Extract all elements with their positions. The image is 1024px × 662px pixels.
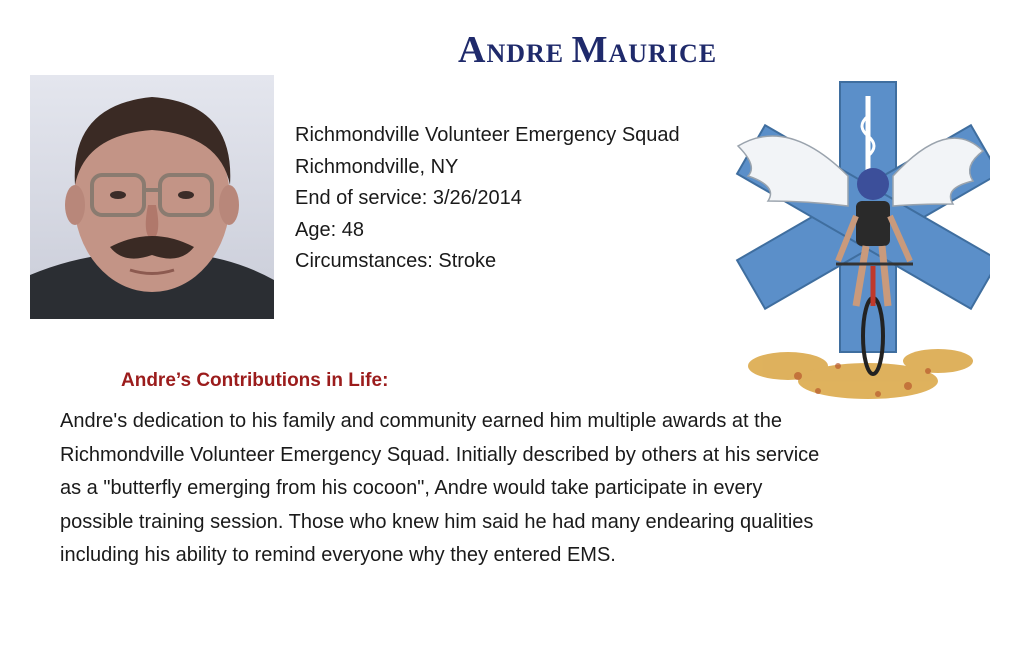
paragraph-line: possible training session. Those who knew him said he had many endearing qualities: [60, 510, 814, 533]
paragraph-line: Richmondville Volunteer Emergency Squad. Initially described by others at his service: [60, 443, 820, 466]
star-of-life-emblem: [728, 76, 990, 410]
paragraph-line: Andre's dedication to his family and community earned him multiple awards at the: [60, 410, 782, 432]
paragraph-line: as a "butterfly emerging from his cocoon", Andre would take participate in every: [60, 477, 763, 499]
age: Age: 48: [295, 218, 364, 241]
circumstances: Circumstances: Stroke: [295, 250, 497, 272]
end-of-service: End of service: 3/26/2014: [295, 187, 522, 209]
details-block: [295, 120, 680, 278]
contributions-text: [60, 405, 990, 573]
paragraph-line: including his ability to remind everyone why they entered EMS.: [60, 544, 616, 566]
location: Richmondville, NY: [295, 155, 459, 178]
contributions-heading: Andre’s Contributions in Life:: [121, 370, 389, 391]
portrait-photo: [30, 75, 274, 319]
page-title: ANDRE MAURICE: [458, 29, 718, 71]
squad-name: Richmondville Volunteer Emergency Squad: [295, 124, 680, 146]
